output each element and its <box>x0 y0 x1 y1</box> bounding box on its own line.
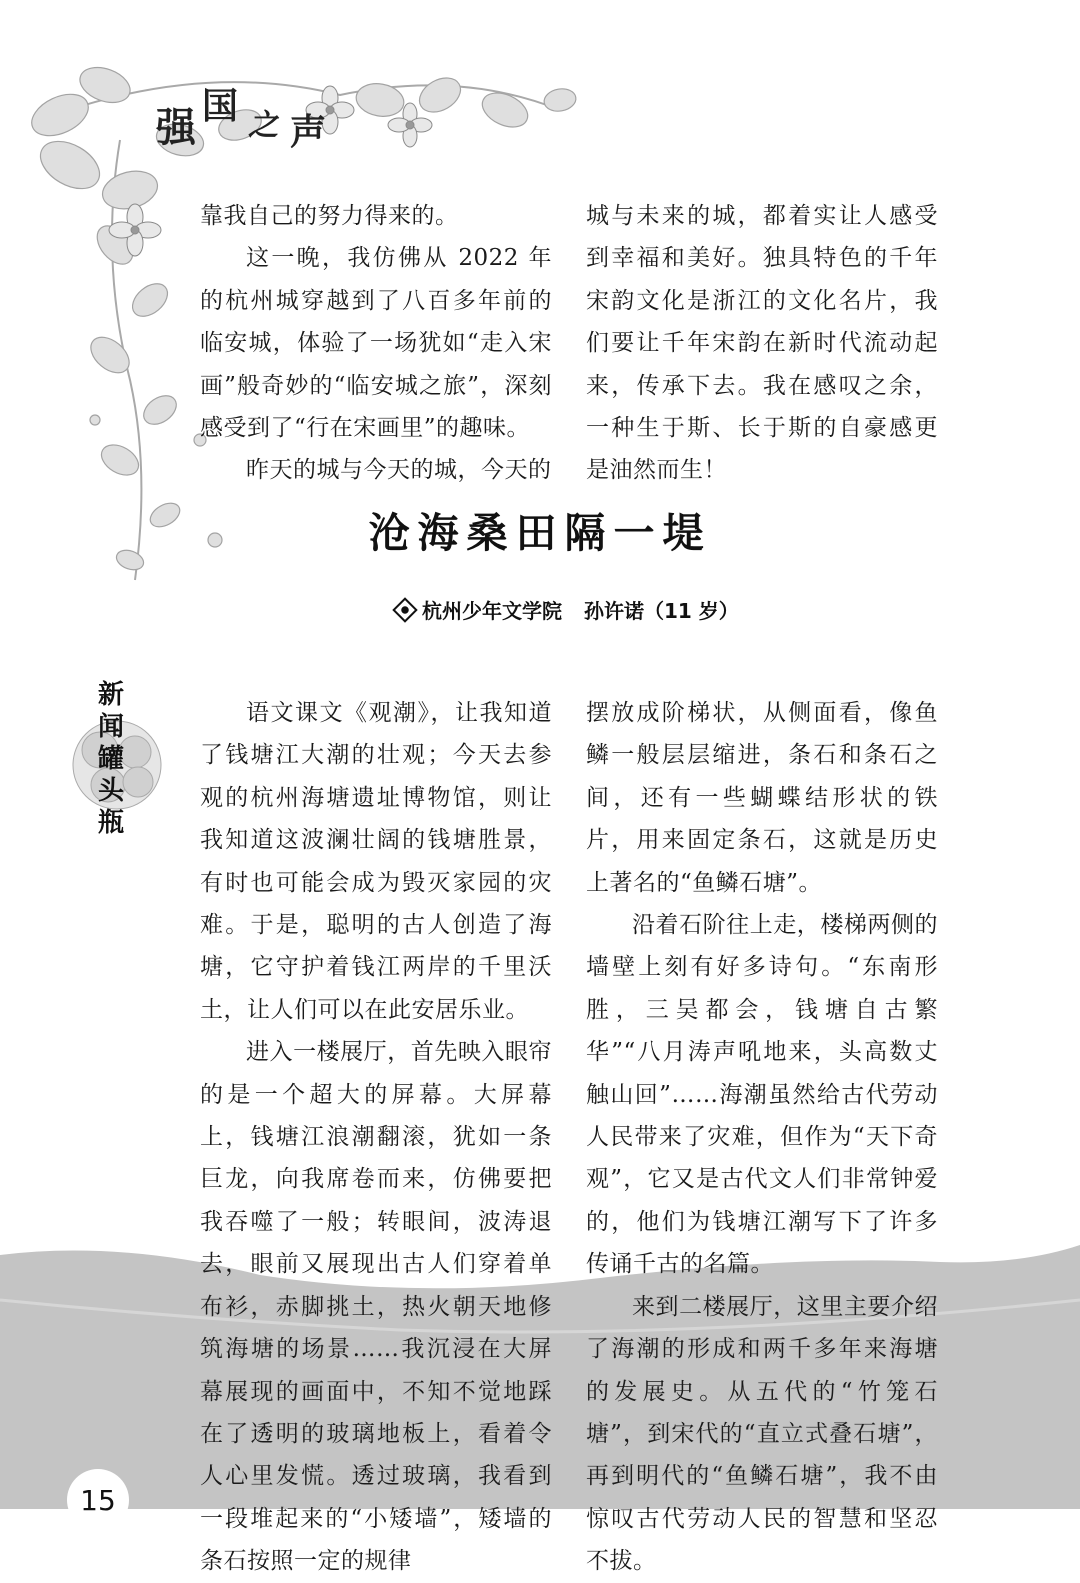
header-char-3: 之 <box>248 108 278 143</box>
header-char-2: 国 <box>202 86 239 127</box>
column-tag <box>70 680 162 850</box>
column-tag-char: 罐 <box>98 744 125 774</box>
header-char-4: 声 <box>290 112 327 153</box>
paragraph: 进入一楼展厅，首先映入眼帘的是一个超大的屏幕。大屏幕上，钱塘江浪潮翻滚，犹如一条巨龙，向我席卷而来，仿佛要把我吞噬了一般；转眼间，波涛退去，眼前又展现出古人们穿着单布衫，赤脚挑土，热火朝天地修筑海塘的场景……我沉浸在大屏幕展现的画面中，不知不觉地踩在了透明的玻璃地板上，看着令人心里发慌。透过玻璃，我看到一段堆起来的“小矮墙”，矮墙的条石按照一定的规律 <box>200 1039 552 1575</box>
column-tag-char: 新 <box>98 680 125 710</box>
article-byline <box>396 595 739 624</box>
author-school: 杭州少年文学院 <box>422 599 562 623</box>
column-tag-char: 头 <box>98 776 125 806</box>
column-tag-char: 闻 <box>98 712 125 742</box>
bullet-icon <box>392 597 417 622</box>
page-number: 15 <box>80 1483 116 1517</box>
paragraph: 摆放成阶梯状，从侧面看，像鱼鳞一般层层缩进，条石和条石之间，还有一些蝴蝶结形状的铁片，用来固定条石，这就是历史上著名的“鱼鳞石塘”。 <box>586 700 938 896</box>
header-char-1: 强 <box>156 105 196 151</box>
article-left-column <box>200 692 552 1583</box>
paragraph: 沿着石阶往上走，楼梯两侧的墙壁上刻有好多诗句。“东南形胜，三吴都会，钱塘自古繁华”“八月涛声吼地来，头高数丈触山回”……海潮虽然给古代劳动人民带来了灾难，但作为“天下奇观”，它又是古代文人们非常钟爱的，他们为钱塘江潮写下了许多传诵千古的名篇。 <box>586 912 938 1278</box>
top-left-column <box>200 195 552 492</box>
author-name: 孙许诺（11 岁） <box>584 599 739 623</box>
top-right-column <box>586 195 938 492</box>
column-tag-char: 瓶 <box>98 808 125 838</box>
paragraph: 这一晚，我仿佛从 2022 年的杭州城穿越到了八百多年前的临安城，体验了一场犹如“走入宋画”般奇妙的“临安城之旅”，深刻感受到了“行在宋画里”的趣味。 <box>200 245 552 442</box>
paragraph: 昨天的城与今天的城，今天的 <box>246 457 552 484</box>
article-title: 沧海桑田隔一堤 <box>368 509 712 557</box>
article-right-column <box>586 692 938 1583</box>
paragraph: 靠我自己的努力得来的。 <box>200 203 459 229</box>
paragraph: 来到二楼展厅，这里主要介绍了海潮的形成和两千多年来海塘的发展史。从五代的“竹笼石塘”，到宋代的“直立式叠石塘”，再到明代的“鱼鳞石塘”，我不由惊叹古代劳动人民的智慧和坚忍不拔。 <box>586 1293 938 1575</box>
paragraph: 城与未来的城，都着实让人感受到幸福和美好。独具特色的千年宋韵文化是浙江的文化名片，我们要让千年宋韵在新时代流动起来，传承下去。我在感叹之余，一种生于斯、长于斯的自豪感更是油然而生！ <box>586 203 938 484</box>
page-number-badge <box>67 1469 129 1531</box>
paragraph: 语文课文《观潮》，让我知道了钱塘江大潮的壮观；今天去参观的杭州海塘遗址博物馆，则让我知道这波澜壮阔的钱塘胜景，有时也可能会成为毁灭家园的灾难。于是，聪明的古人创造了海塘，它守护着钱江两岸的千里沃土，让人们可以在此安居乐业。 <box>200 700 552 1023</box>
